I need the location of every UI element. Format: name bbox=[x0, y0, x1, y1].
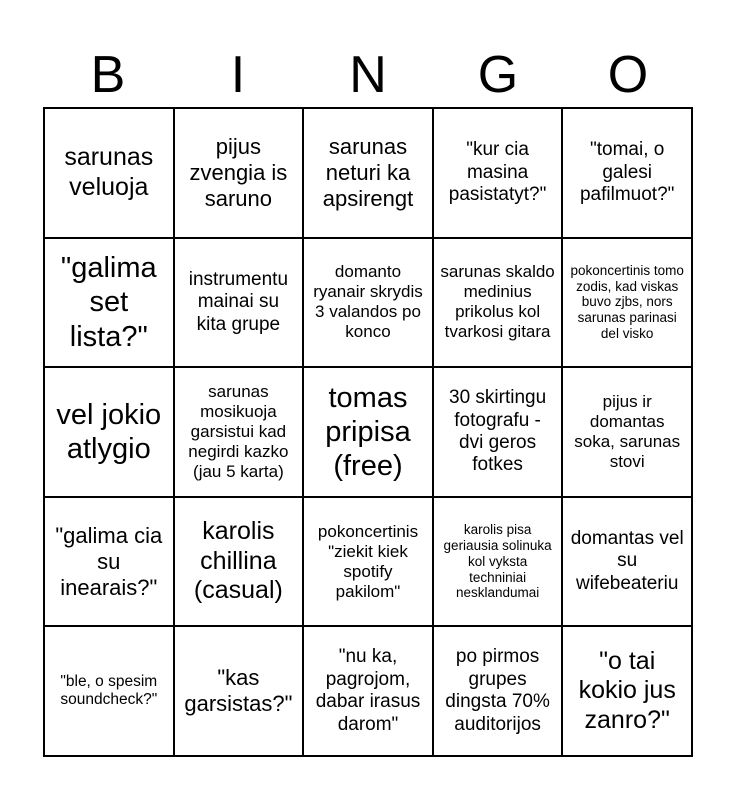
bingo-board bbox=[43, 107, 693, 757]
bingo-cell[interactable] bbox=[174, 108, 304, 238]
cell-text: pokoncertinis "ziekit kiek spotify pakilom" bbox=[317, 521, 419, 601]
cell-text: vel jokio atlygio bbox=[56, 398, 162, 465]
cell-text: tomas pripisa (free) bbox=[325, 381, 411, 483]
cell-text: sarunas veluoja bbox=[64, 143, 154, 201]
cell-text: karolis chillina (casual) bbox=[193, 517, 283, 605]
cell-text: sarunas neturi ka apsirengt bbox=[322, 133, 414, 211]
bingo-cell[interactable] bbox=[303, 626, 433, 756]
bingo-cell[interactable] bbox=[303, 367, 433, 497]
bingo-cell[interactable] bbox=[562, 238, 692, 368]
bingo-cell[interactable] bbox=[562, 367, 692, 497]
bingo-cell[interactable] bbox=[44, 367, 174, 497]
cell-text: sarunas skaldo medinius prikolus kol tvarkosi gitara bbox=[440, 262, 555, 342]
bingo-cell[interactable] bbox=[303, 108, 433, 238]
cell-text: "o tai kokio jus zanro?" bbox=[578, 646, 676, 734]
bingo-cell[interactable] bbox=[562, 108, 692, 238]
bingo-cell[interactable] bbox=[174, 497, 304, 627]
bingo-cell[interactable] bbox=[433, 108, 563, 238]
header-letter-g: G bbox=[477, 46, 519, 104]
header-letter-o: O bbox=[607, 46, 649, 104]
cell-text: "tomai, o galesi pafilmuot?" bbox=[579, 139, 675, 205]
cell-text: "galima cia su inearais?" bbox=[55, 522, 163, 600]
header-letter-i: I bbox=[230, 46, 246, 104]
bingo-cell[interactable] bbox=[433, 238, 563, 368]
cell-text: "nu ka, pagrojom, dabar irasus darom" bbox=[315, 646, 421, 735]
cell-text: pijus ir domantas soka, sarunas stovi bbox=[574, 391, 681, 472]
bingo-cell[interactable] bbox=[174, 367, 304, 497]
cell-text: karolis pisa geriausia solinuka kol vyksta techniniai nesklandumai bbox=[443, 521, 552, 601]
cell-text: "kas garsistas?" bbox=[184, 665, 293, 717]
bingo-cell[interactable] bbox=[433, 626, 563, 756]
cell-text: instrumentu mainai su kita grupe bbox=[188, 268, 289, 335]
header-letter-b: B bbox=[90, 46, 126, 104]
bingo-cell[interactable] bbox=[303, 497, 433, 627]
bingo-cell[interactable] bbox=[44, 626, 174, 756]
bingo-cell[interactable] bbox=[44, 238, 174, 368]
cell-text: pijus zvengia is saruno bbox=[189, 133, 288, 211]
bingo-cell[interactable] bbox=[44, 497, 174, 627]
bingo-cell[interactable] bbox=[433, 367, 563, 497]
bingo-cell[interactable] bbox=[433, 497, 563, 627]
bingo-cell[interactable] bbox=[44, 108, 174, 238]
cell-text: 30 skirtingu fotografu - dvi geros fotkes bbox=[449, 387, 547, 476]
bingo-header bbox=[43, 42, 693, 108]
cell-text: pokoncertinis tomo zodis, kad viskas buvo zjbs, nors sarunas parinasi del visko bbox=[570, 262, 684, 342]
bingo-cell[interactable] bbox=[562, 626, 692, 756]
cell-text: "kur cia masina pasistatyt?" bbox=[448, 139, 547, 205]
header-letter-n: N bbox=[349, 46, 387, 104]
cell-text: "galima set lista?" bbox=[60, 252, 157, 353]
bingo-cell[interactable] bbox=[303, 238, 433, 368]
bingo-cell[interactable] bbox=[562, 497, 692, 627]
cell-text: sarunas mosikuoja garsistui kad negirdi kazko (jau 5 karta) bbox=[188, 381, 289, 482]
cell-text: domantas vel su wifebeateriu bbox=[570, 527, 684, 594]
bingo-cell[interactable] bbox=[174, 238, 304, 368]
bingo-cell[interactable] bbox=[174, 626, 304, 756]
cell-text: "ble, o spesim soundcheck?" bbox=[60, 672, 158, 709]
cell-text: domanto ryanair skrydis 3 valandos po konco bbox=[313, 262, 423, 342]
cell-text: po pirmos grupes dingsta 70% auditorijos bbox=[445, 646, 550, 735]
